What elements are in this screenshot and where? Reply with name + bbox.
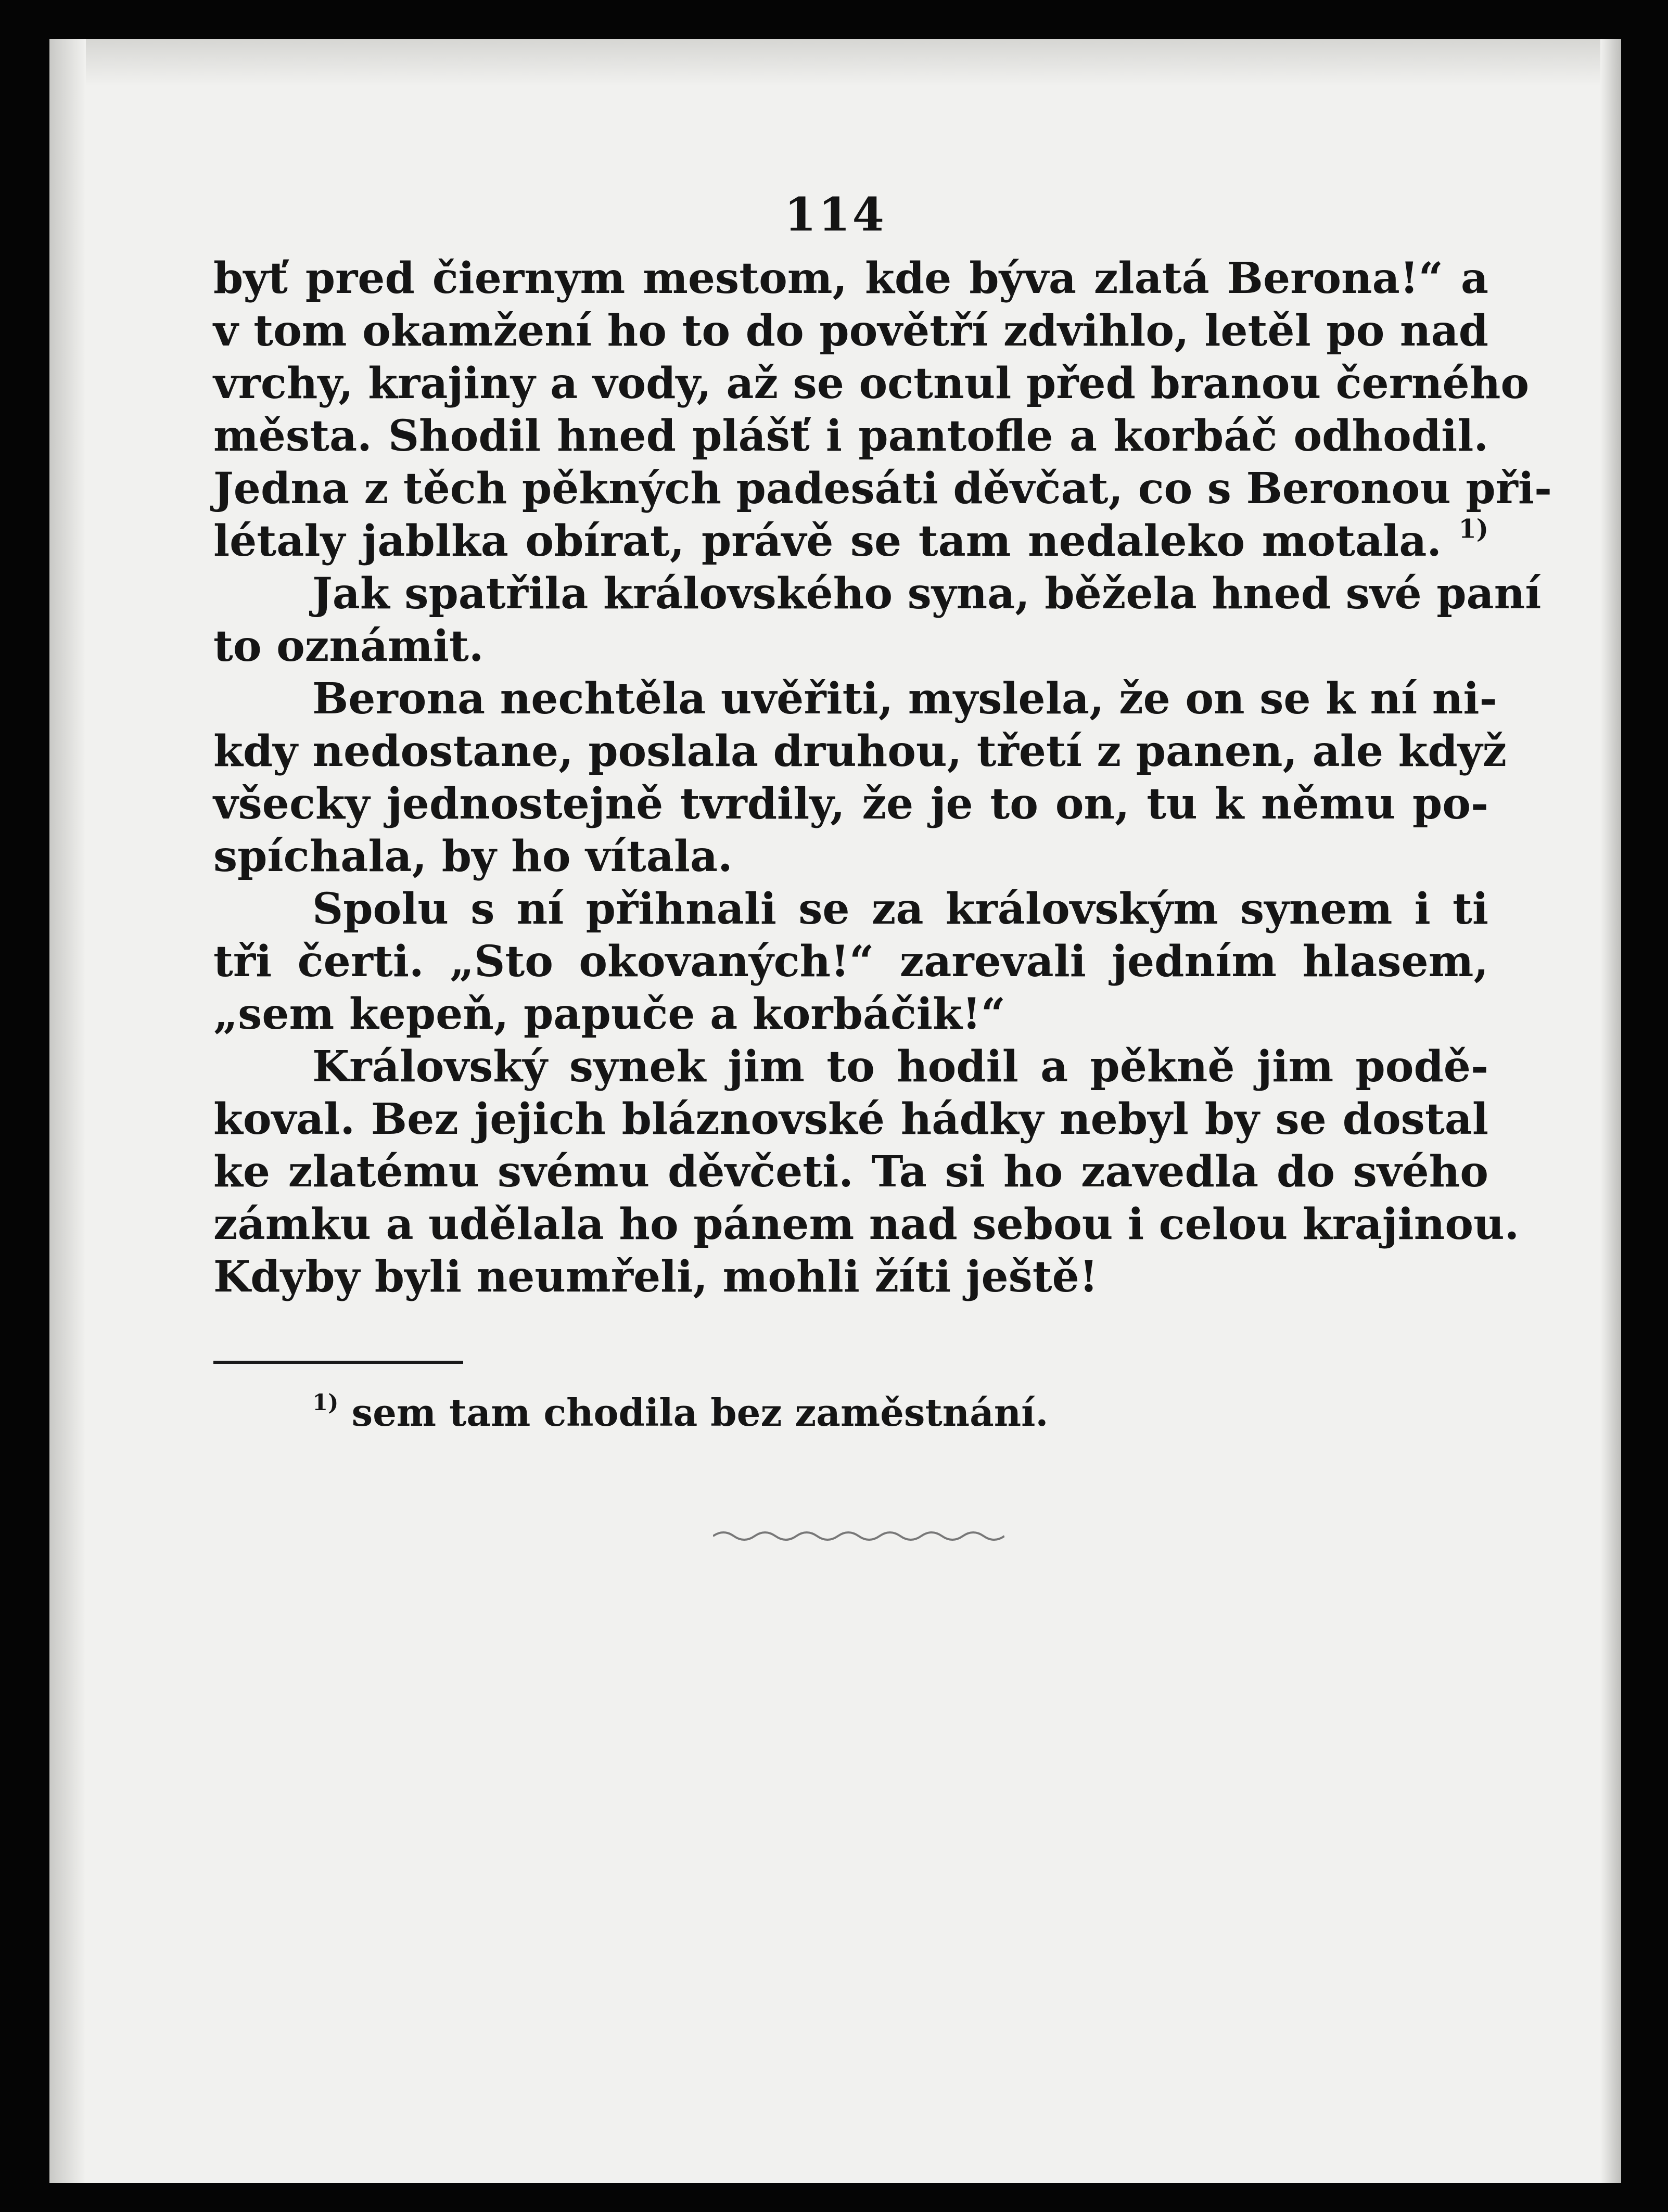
footnote-rule — [213, 1361, 463, 1364]
text-line: spíchala, by ho vítala. — [213, 832, 733, 881]
footnote-number: 1) — [312, 1389, 339, 1416]
text-line: v tom okamžení ho to do povětří zdvihlo, letěl po nad — [213, 306, 1488, 356]
text-line: vrchy, krajiny a vody, až se octnul před branou černého — [213, 359, 1530, 408]
scan-shadow-right — [1600, 39, 1621, 2183]
scan-shadow-left — [49, 39, 86, 2183]
footnote-text: sem tam chodila bez zaměstnání. — [351, 1390, 1049, 1435]
text-line: Berona nechtěla uvěřiti, myslela, že on se k ní ni- — [312, 674, 1497, 724]
text-line: „sem kepeň, papuče a korbáčik!“ — [213, 989, 1006, 1039]
text-line: byť pred čiernym mestom, kde býva zlatá Berona!“ a — [213, 253, 1488, 303]
text-line: tři čerti. „Sto okovaných!“ zarevali jedním hlasem, — [213, 937, 1488, 987]
scan-shadow-top — [49, 39, 1621, 86]
text-line: města. Shodil hned plášť i pantofle a korbáč odhodil. — [213, 411, 1488, 461]
body-text — [213, 252, 1552, 1303]
text-line: koval. Bez jejich bláznovské hádky nebyl by se dostal — [213, 1094, 1488, 1144]
text-line: Královský synek jim to hodil a pěkně jim podě- — [312, 1042, 1488, 1092]
text-line: Jedna z těch pěkných padesáti děvčat, co s Beronou při- — [213, 464, 1552, 514]
text-line: zámku a udělala ho pánem nad sebou i celou krajinou. — [213, 1199, 1520, 1249]
footnote-marker: 1) — [1458, 514, 1488, 544]
text-line: ke zlatému svému děvčeti. Ta si ho zavedla do svého — [213, 1147, 1488, 1197]
text-line: všecky jednostejně tvrdily, že je to on, tu k němu po- — [213, 779, 1488, 829]
text-line: Spolu s ní přihnali se za královským synem i ti — [312, 884, 1488, 934]
page-number: 114 — [784, 187, 886, 241]
text-line: Kdyby byli neumřeli, mohli žíti ještě! — [213, 1252, 1098, 1302]
end-ornament-icon — [713, 1525, 1004, 1545]
text-line-content: létaly jablka obírat, právě se tam nedaleko motala. — [213, 516, 1442, 566]
text-line — [213, 515, 1488, 568]
text-line: to oznámit. — [213, 621, 484, 671]
text-line: kdy nedostane, poslala druhou, třetí z panen, ale když — [213, 726, 1507, 776]
footnote — [312, 1387, 1049, 1439]
text-line: Jak spatřila královského syna, běžela hned své paní — [312, 569, 1542, 619]
